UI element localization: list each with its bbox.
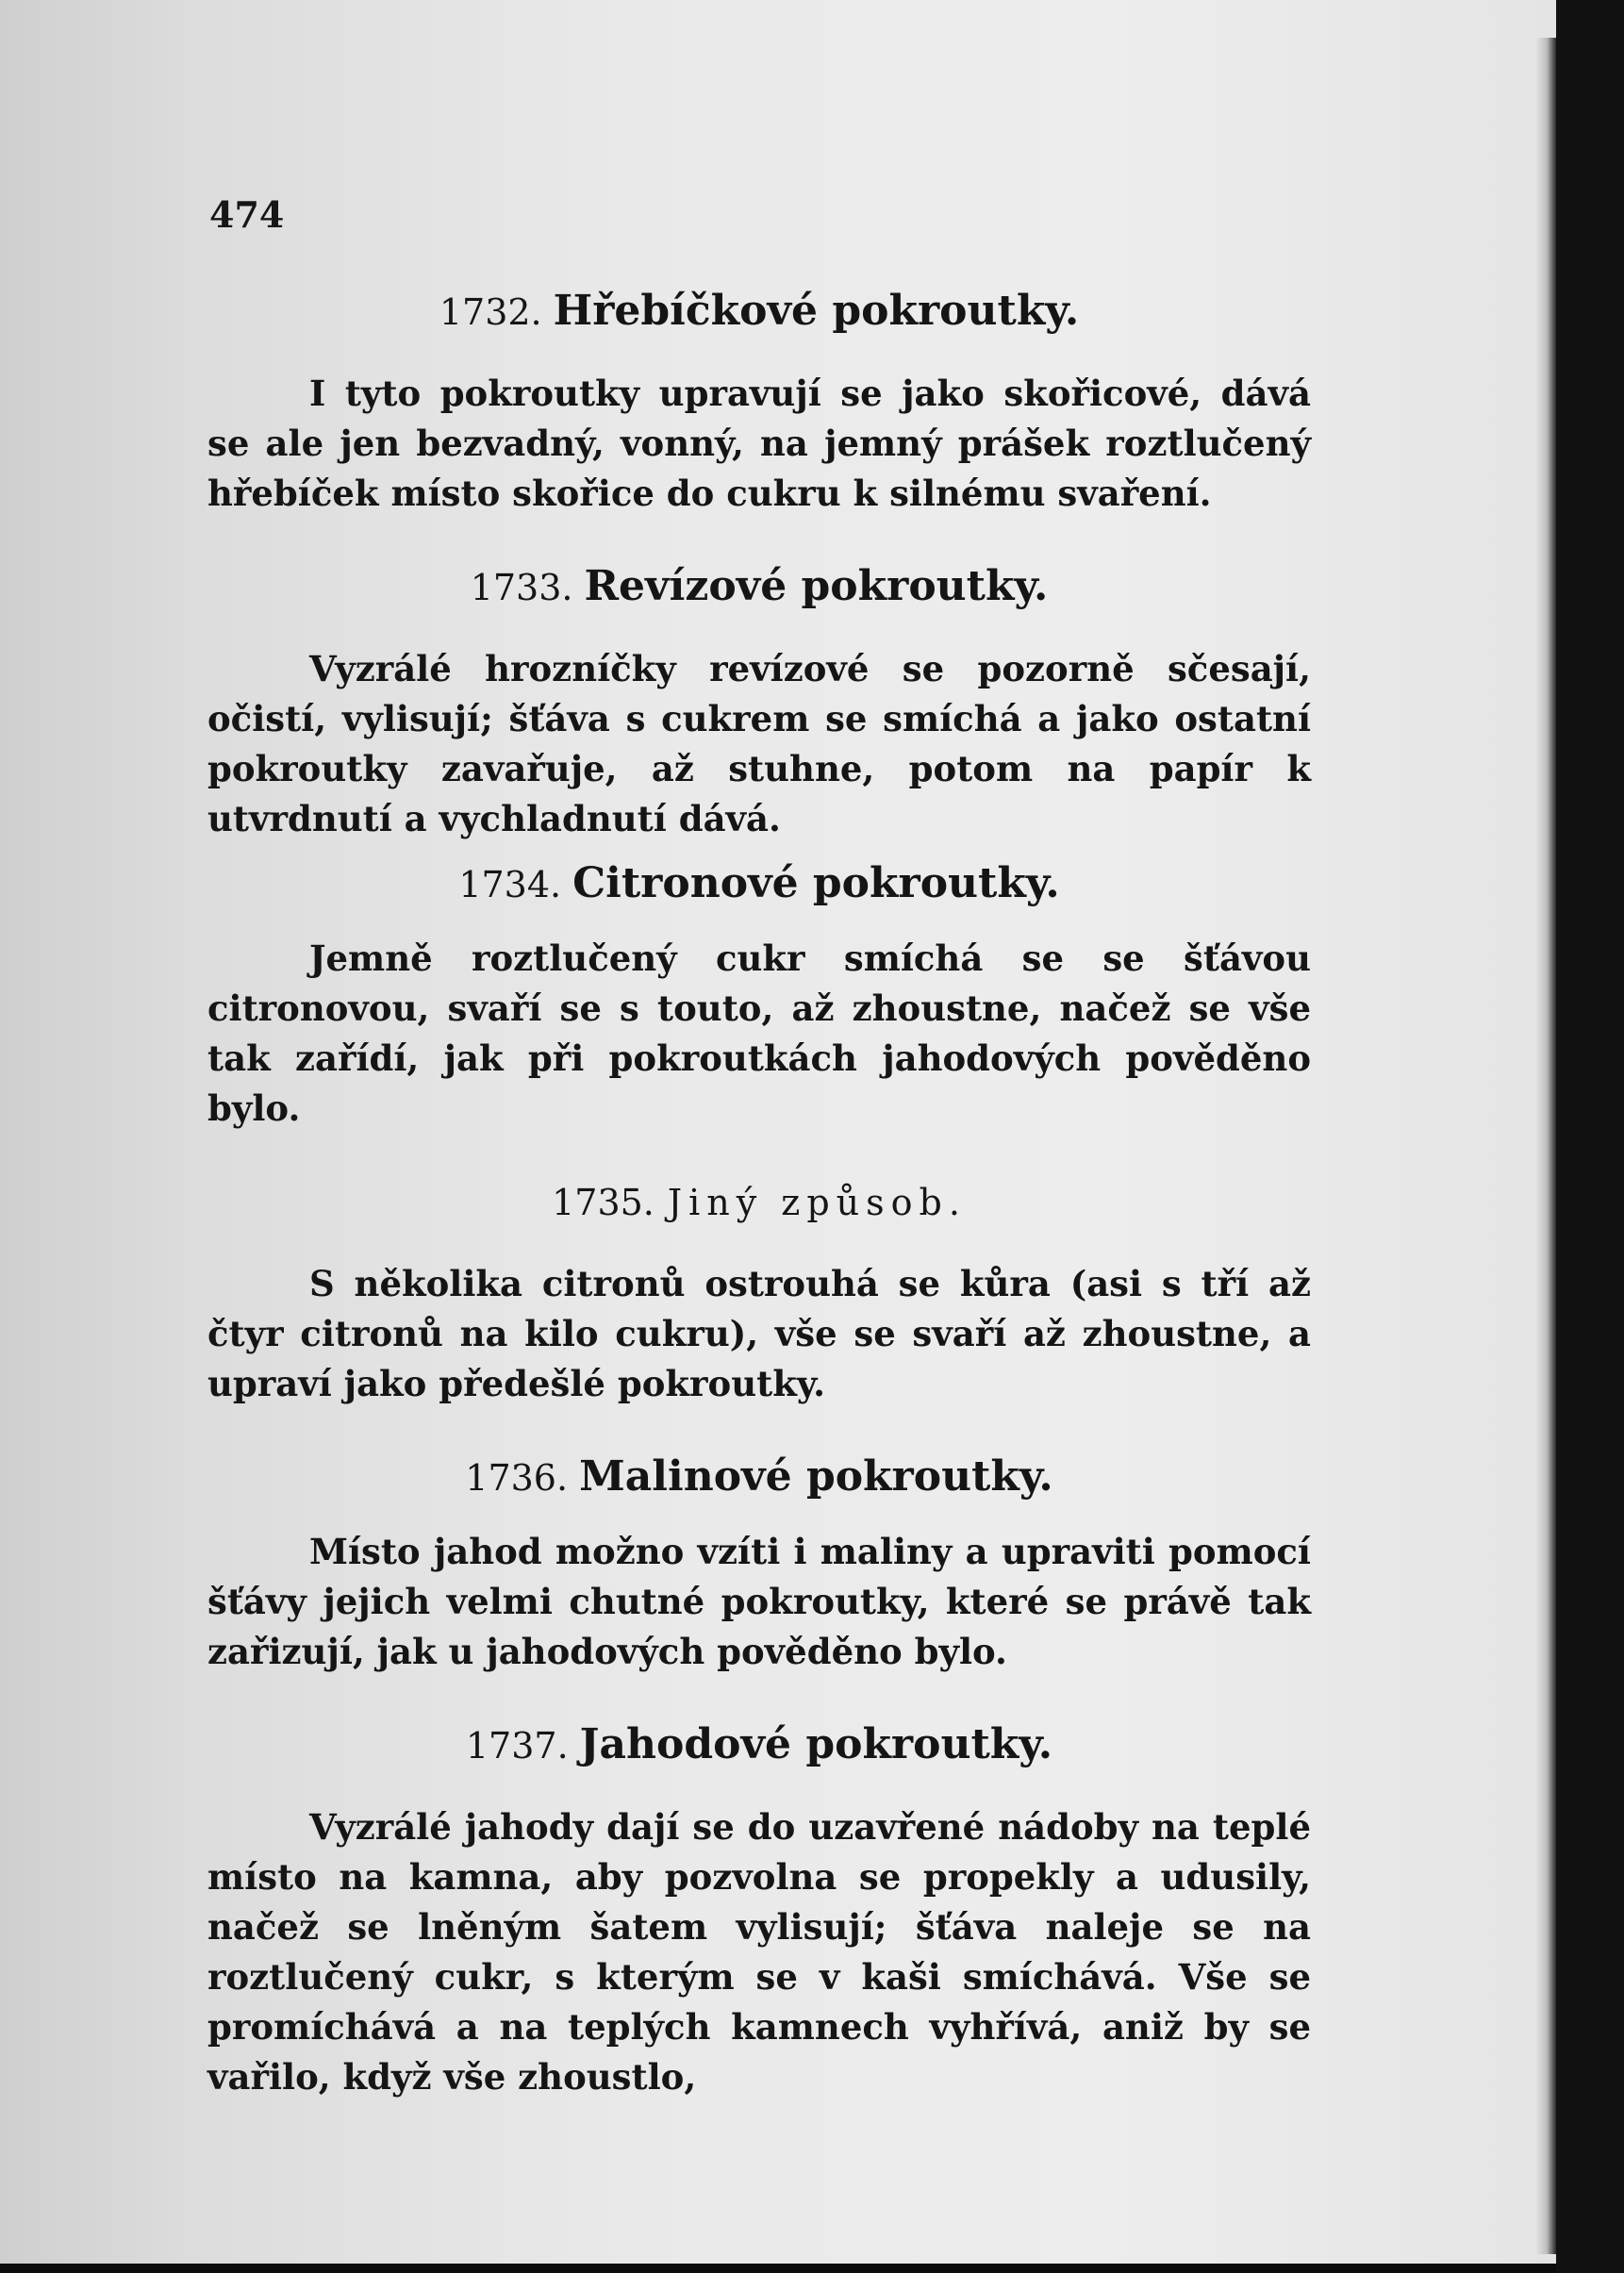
page-number: 474 bbox=[209, 193, 285, 236]
section-number: 1736. bbox=[465, 1457, 569, 1499]
section-number: 1737. bbox=[465, 1725, 569, 1767]
section-paragraph: I tyto pokroutky upravují se jako skořicové, dává se ale jen bezvadný, vonný, na jemný prášek roztlučený hřebíček místo skořice do cukru k silnému svaření. bbox=[207, 373, 1311, 514]
section-heading-1736 bbox=[207, 1449, 1311, 1506]
section-title: Malinové pokroutky. bbox=[579, 1452, 1053, 1501]
section-title: Jiný způsob. bbox=[667, 1182, 967, 1223]
section-paragraph: S několika citronů ostrouhá se kůra (asi s tří až čtyr citronů na kilo cukru), vše se svaří až zhoustne, a upraví jako předešlé pokroutky. bbox=[207, 1263, 1311, 1404]
section-heading-1734 bbox=[207, 855, 1311, 913]
scan-right-border bbox=[1556, 0, 1624, 2273]
page-text-column bbox=[207, 283, 1311, 2102]
section-number: 1734. bbox=[458, 864, 562, 905]
section-title: Revízové pokroutky. bbox=[584, 562, 1049, 610]
section-number: 1733. bbox=[470, 567, 573, 608]
section-number: 1735. bbox=[552, 1182, 655, 1223]
section-title: Citronové pokroutky. bbox=[572, 859, 1060, 907]
section-heading-1735 bbox=[207, 1173, 1311, 1231]
section-number: 1732. bbox=[439, 291, 542, 333]
section-paragraph: Místo jahod možno vzíti i maliny a upraviti pomocí šťávy jejich velmi chutné pokroutky, které se právě tak zařizují, jak u jahodových pověděno bylo. bbox=[207, 1531, 1311, 1672]
section-paragraph: Jemně roztlučený cukr smíchá se se šťávou citronovou, svaří se s touto, až zhoustne, načež se vše tak zařídí, jak při pokroutkách jahodových pověděno bylo. bbox=[207, 937, 1311, 1129]
section-title: Jahodové pokroutky. bbox=[579, 1720, 1053, 1768]
section-heading-1732 bbox=[207, 283, 1311, 340]
section-paragraph: Vyzrálé jahody dají se do uzavřené nádoby na teplé místo na kamna, aby pozvolna se propekly a udusily, načež se lněným šatem vylisují; šťáva naleje se na roztlučený cukr, s kterým se v kaši smíchává. Vše se promíchává a na teplých kamnech vyhřívá, aniž by se vařilo, když vše zhoustlo, bbox=[207, 1806, 1311, 2098]
next-page-edge bbox=[1535, 38, 1556, 2254]
section-paragraph: Vyzrálé hrozníčky revízové se pozorně sčesají, očistí, vylisují; šťáva s cukrem se smíchá a jako ostatní pokroutky zavařuje, až stuhne, potom na papír k utvrdnutí a vychladnutí dává. bbox=[207, 648, 1311, 839]
section-heading-1737 bbox=[207, 1717, 1311, 1774]
section-title: Hřebíčkové pokroutky. bbox=[553, 287, 1080, 335]
section-heading-1733 bbox=[207, 558, 1311, 616]
